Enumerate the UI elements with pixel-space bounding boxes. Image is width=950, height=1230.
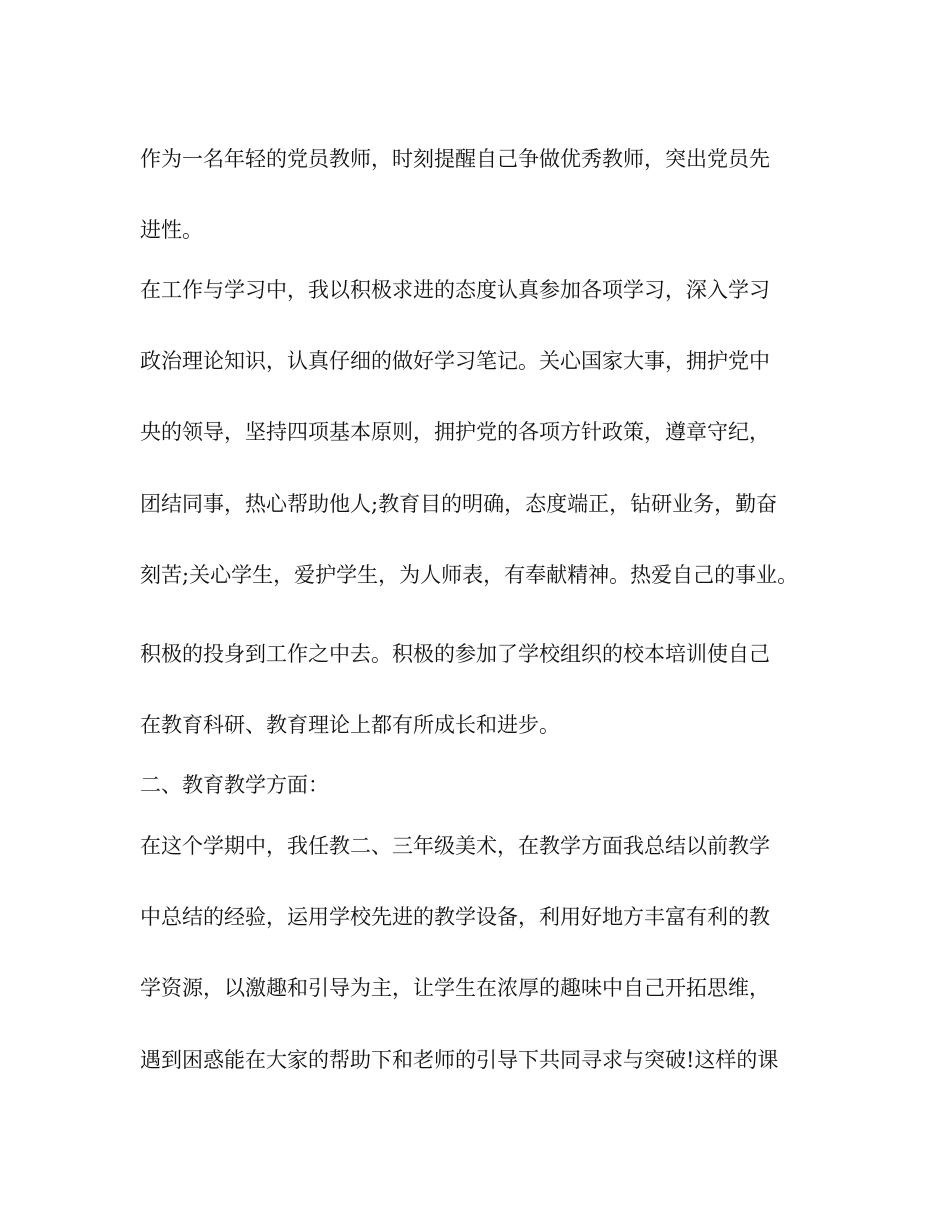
paragraph-line: 作为一名年轻的党员教师，时刻提醒自己争做优秀教师，突出党员先 xyxy=(140,147,770,171)
paragraph-line: 政治理论知识，认真仔细的做好学习笔记。关心国家大事，拥护党中 xyxy=(140,349,770,373)
paragraph-line: 遇到困惑能在大家的帮助下和老师的引导下共同寻求与突破!这样的课 xyxy=(140,1048,779,1072)
paragraph-line: 进性。 xyxy=(140,218,203,242)
paragraph-line: 学资源，以激趣和引导为主，让学生在浓厚的趣味中自己开拓思维， xyxy=(140,976,770,1000)
paragraph-line: 央的领导，坚持四项基本原则，拥护党的各项方针政策，遵章守纪， xyxy=(140,420,770,444)
paragraph-line: 团结同事，热心帮助他人;教育目的明确，态度端正，钻研业务，勤奋 xyxy=(140,492,778,516)
paragraph-line: 在教育科研、教育理论上都有所成长和进步。 xyxy=(140,713,560,737)
section-heading: 二、教育教学方面： xyxy=(140,773,329,797)
paragraph-line: 中总结的经验，运用学校先进的教学设备，利用好地方丰富有利的教 xyxy=(140,905,770,929)
paragraph-line: 在这个学期中，我任教二、三年级美术，在教学方面我总结以前教学 xyxy=(140,834,770,858)
paragraph-line: 刻苦;关心学生，爱护学生，为人师表，有奉献精神。热爱自己的事业。 xyxy=(140,563,799,587)
paragraph-line: 在工作与学习中，我以积极求进的态度认真参加各项学习，深入学习 xyxy=(140,278,770,302)
paragraph-line: 积极的投身到工作之中去。积极的参加了学校组织的校本培训使自己 xyxy=(140,642,770,666)
